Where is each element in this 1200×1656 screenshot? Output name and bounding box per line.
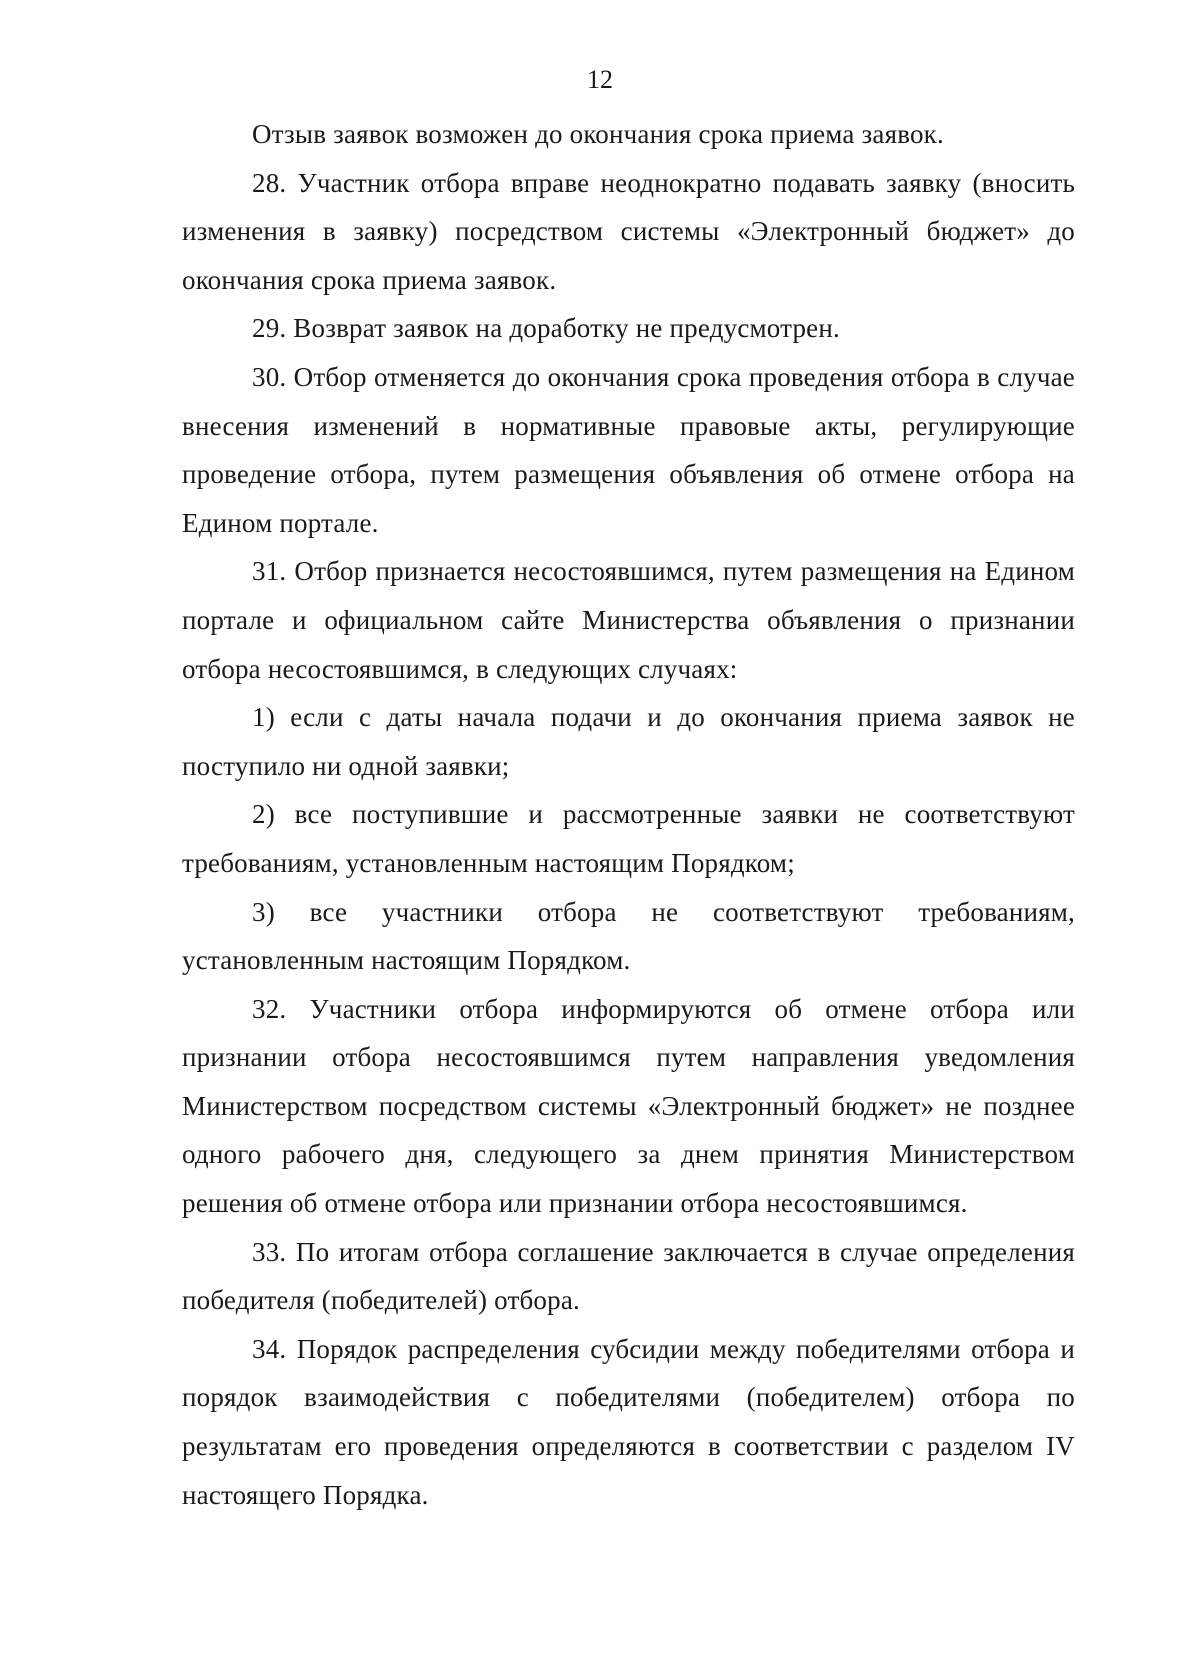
paragraph-34: 34. Порядок распределения субсидии между победителями отбора и порядок взаимодействия с победителями (победителем) отбора по результатам его проведения определяются в соответствии с разделом IV настоящего Порядка. xyxy=(182,1333,1075,1510)
paragraph-31-item-3: 3) все участники отбора не соответствуют требованиям, установленным настоящим Порядком. xyxy=(182,896,1075,976)
paragraph-31-item-2: 2) все поступившие и рассмотренные заявки не соответствуют требованиям, установленным настоящим Порядком; xyxy=(182,799,1075,878)
paragraph-31: 31. Отбор признается несостоявшимся, путем размещения на Едином портале и официальном сайте Министерства объявления о признании отбора несостоявшимся, в следующих случаях: xyxy=(182,556,1075,684)
paragraph-31-item-1: 1) если с даты начала подачи и до окончания приема заявок не поступило ни одной заявки; xyxy=(182,702,1075,781)
paragraph-33: 33. По итогам отбора соглашение заключается в случае определения победителя (победителей) отбора. xyxy=(182,1236,1075,1316)
paragraph-32: 32. Участники отбора информируются об отмене отбора или признании отбора несостоявшимся путем направления уведомления Министерством посредством системы «Электронный бюджет» не позднее одного рабочего дня, следующего за днем принятия Министерством решения об отмене отбора или признании отбора несостоявшимся. xyxy=(182,993,1075,1219)
paragraph-29: 29. Возврат заявок на доработку не предусмотрен. xyxy=(252,313,840,344)
page-number: 12 xyxy=(587,65,613,94)
document-body xyxy=(182,110,1075,1519)
paragraph-30: 30. Отбор отменяется до окончания срока проведения отбора в случае внесения изменений в нормативные правовые акты, регулирующие проведение отбора, путем размещения объявления об отмене отбора на Едином портале. xyxy=(182,361,1075,538)
paragraph-28: 28. Участник отбора вправе неоднократно подавать заявку (вносить изменения в заявку) посредством системы «Электронный бюджет» до окончания срока приема заявок. xyxy=(182,167,1075,295)
paragraph-withdrawal: Отзыв заявок возможен до окончания срока приема заявок. xyxy=(252,119,944,149)
